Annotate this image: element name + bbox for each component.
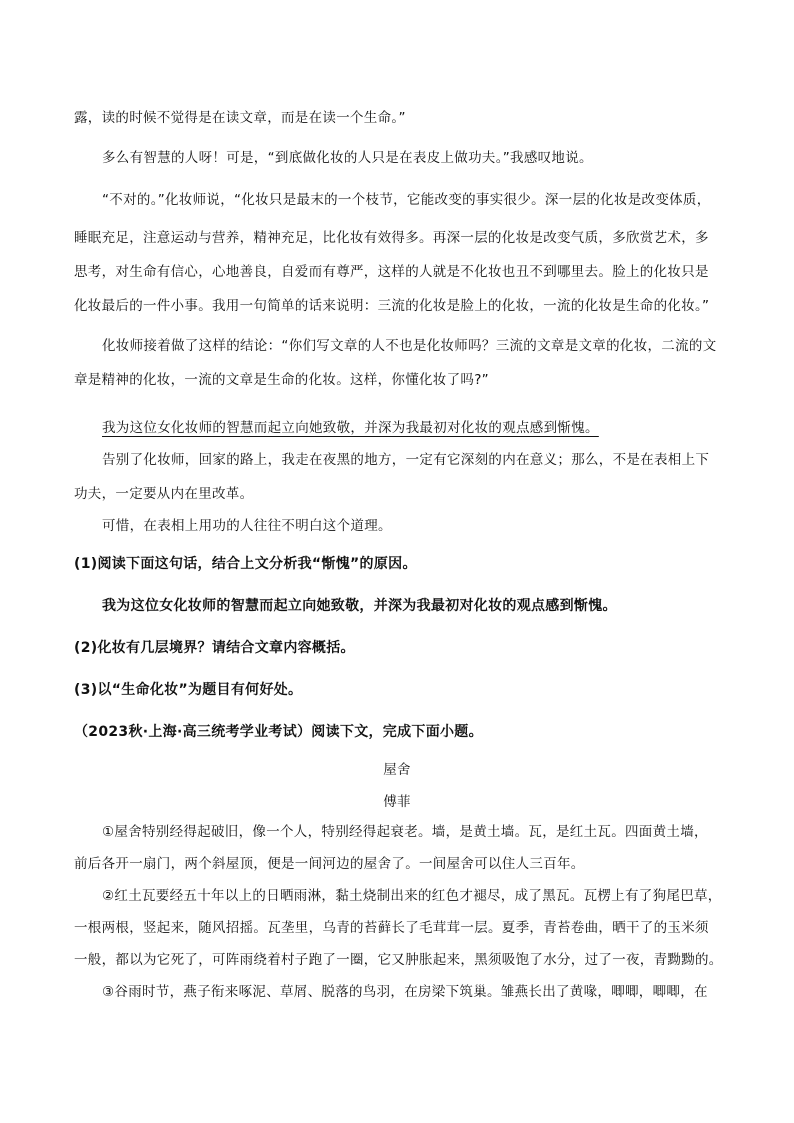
- question-1-quote: 我为这位女化妆师的智慧而起立向她致敬，并深为我最初对化妆的观点感到惭愧。: [102, 598, 617, 614]
- section-intro: （2023秋·上海·高三统考学业考试）阅读下文，完成下面小题。: [74, 724, 483, 740]
- passage-line: 一般，都以为它死了，可阵雨绕着村子跑了一圈，它又肿胀起来，黑须吸饱了水分，过了一夜，青黝黝的。: [74, 952, 723, 968]
- passage-line: 功夫，一定要从内在里改革。: [74, 486, 254, 502]
- passage-line: ①屋舍特别经得起破旧，像一个人，特别经得起衰老。墙，是黄土墙。瓦，是红土瓦。四面黄土墙，: [102, 824, 708, 840]
- question-3: (3)以“生命化妆”为题目有何好处。: [74, 682, 303, 698]
- passage-line: 露，读的时候不觉得是在读文章，而是在读一个生命。”: [74, 110, 406, 126]
- article-title: 屋舍: [383, 762, 411, 778]
- question-2: (2)化妆有几层境界？请结合文章内容概括。: [74, 640, 355, 656]
- passage-line: 思考，对生命有信心，心地善良，自爱而有尊严，这样的人就是不化妆也丑不到哪里去。脸上的化妆只是: [74, 264, 709, 280]
- passage-line: 可惜，在表相上用功的人往往不明白这个道理。: [102, 518, 392, 534]
- passage-line: 多么有智慧的人呀！可是，“到底做化妆的人只是在表皮上做功夫。”我感叹地说。: [102, 150, 593, 166]
- passage-line: 一根两根，竖起来，随风招摇。瓦垄里，乌青的苔藓长了毛茸茸一层。夏季，青苔卷曲，晒干了的玉米须: [74, 920, 709, 936]
- passage-line: 章是精神的化妆，一流的文章是生命的化妆。这样，你懂化妆了吗?”: [74, 372, 489, 388]
- passage-line: 前后各开一扇门，两个斜屋顶，便是一间河边的屋舍了。一间屋舍可以住人三百年。: [74, 856, 585, 872]
- passage-line: 化妆最后的一件小事。我用一句简单的话来说明：三流的化妆是脸上的化妆，一流的化妆是生命的化妆。”: [74, 298, 710, 314]
- passage-line: 告别了化妆师，回家的路上，我走在夜黑的地方，一定有它深刻的内在意义；那么，不是在表相上下: [102, 452, 710, 468]
- passage-line: ②红土瓦要经五十年以上的日晒雨淋，黏土烧制出来的红色才褪尽，成了黑瓦。瓦楞上有了狗尾巴草，: [102, 888, 722, 904]
- passage-line: 睡眠充足，注意运动与营养，精神充足，比化妆有效得多。再深一层的化妆是改变气质，多欣赏艺术，多: [74, 230, 709, 246]
- question-1: (1)阅读下面这句话，结合上文分析我“惭愧”的原因。: [74, 556, 417, 572]
- article-author: 傅菲: [383, 794, 411, 810]
- passage-line: 化妆师接着做了这样的结论：“你们写文章的人不也是化妆师吗？三流的文章是文章的化妆，二流的文: [102, 338, 717, 354]
- passage-line: “不对的。”化妆师说，“化妆只是最末的一个枝节，它能改变的事实很少。深一层的化妆是改变体质，: [102, 192, 711, 208]
- underlined-sentence: 我为这位女化妆师的智慧而起立向她致敬，并深为我最初对化妆的观点感到惭愧。: [102, 420, 599, 436]
- passage-line: ③谷雨时节，燕子衔来啄泥、草屑、脱落的鸟羽，在房梁下筑巢。雏燕长出了黄喙，唧唧，唧唧，在: [102, 984, 708, 1000]
